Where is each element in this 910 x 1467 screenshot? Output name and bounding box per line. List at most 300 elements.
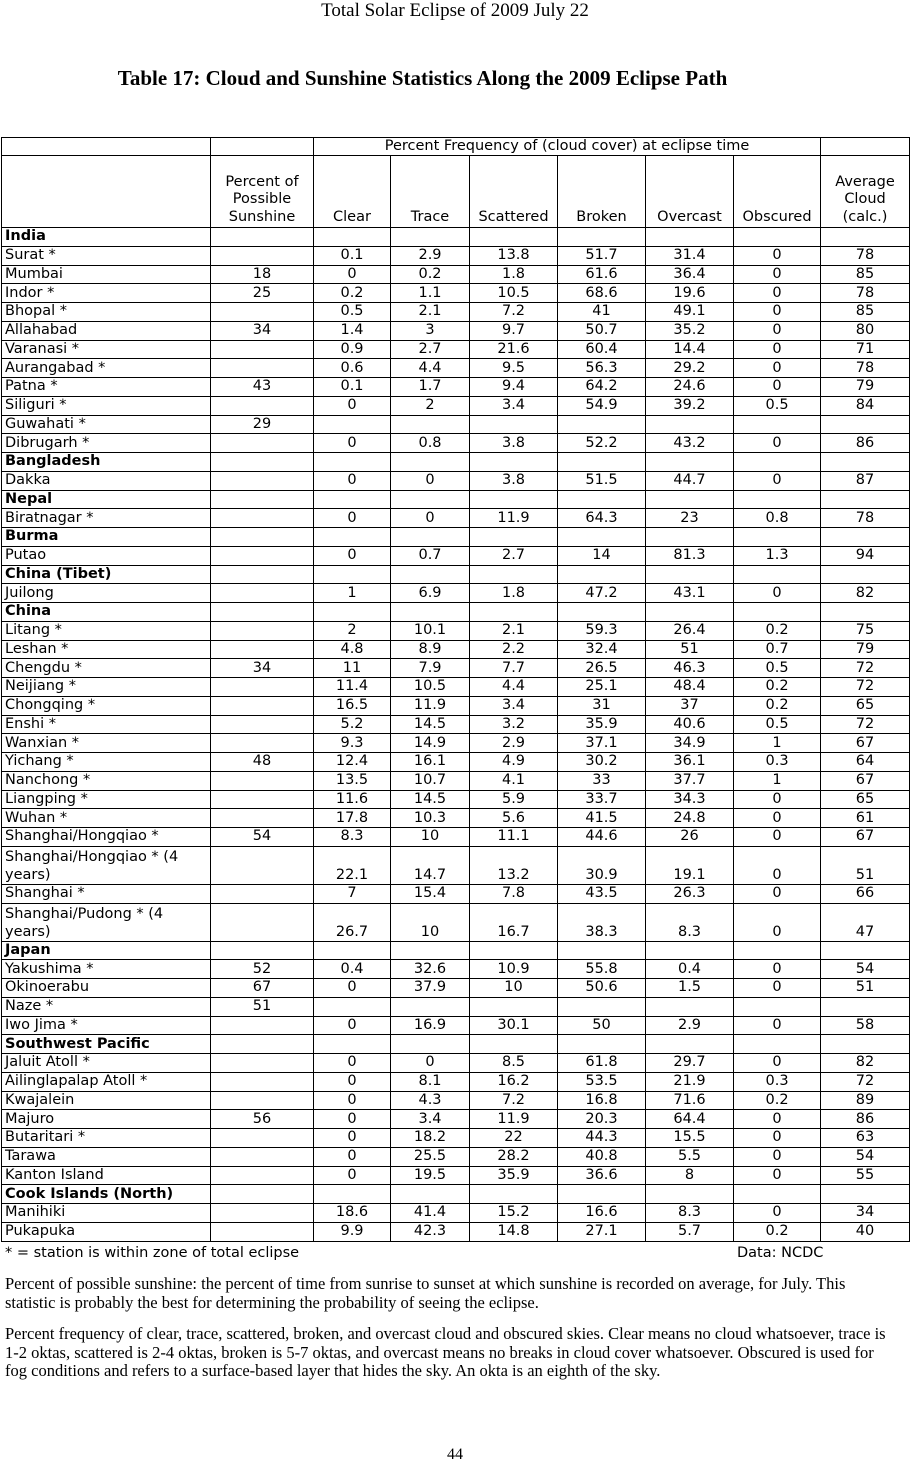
region-blank-cell: [391, 565, 470, 584]
obscured-cell: 0.5: [734, 715, 821, 734]
scattered-cell: 2.1: [470, 621, 558, 640]
trace-cell: 16.1: [391, 753, 470, 772]
average-cloud-cell: 79: [821, 378, 910, 397]
scattered-cell: 3.8: [470, 434, 558, 453]
trace-cell: 16.9: [391, 1016, 470, 1035]
sunshine-cell: [211, 509, 314, 528]
average-cloud-cell: 78: [821, 509, 910, 528]
region-blank-cell: [734, 528, 821, 547]
station-name: Naze *: [2, 997, 211, 1016]
station-name: Dibrugarh *: [2, 434, 211, 453]
overcast-cell: 19.1: [646, 846, 734, 884]
region-blank-cell: [211, 941, 314, 960]
header-row-columns: [2, 156, 910, 228]
broken-cell: 35.9: [558, 715, 646, 734]
trace-cell: 37.9: [391, 979, 470, 998]
clear-cell: 0: [314, 1054, 391, 1073]
table-row: [2, 960, 910, 979]
broken-cell: [558, 997, 646, 1016]
obscured-cell: 0.3: [734, 1072, 821, 1091]
clear-cell: 1.4: [314, 321, 391, 340]
trace-cell: 0.7: [391, 546, 470, 565]
clear-cell: 18.6: [314, 1204, 391, 1223]
average-cloud-cell: 82: [821, 1054, 910, 1073]
region-blank-cell: [211, 453, 314, 472]
table-row: [2, 303, 910, 322]
average-cloud-cell: 87: [821, 471, 910, 490]
obscured-cell: 0.3: [734, 753, 821, 772]
table-row: [2, 1147, 910, 1166]
sunshine-cell: [211, 884, 314, 903]
region-blank-cell: [314, 941, 391, 960]
average-cloud-cell: 34: [821, 1204, 910, 1223]
region-name: Bangladesh: [2, 453, 211, 472]
broken-cell: 64.2: [558, 378, 646, 397]
paragraph-sunshine: Percent of possible sunshine: the percent of time from sunrise to sunset at which sunshine is recorded on average, for July. This statistic is probably the best for determining the probability of seeing the eclipse.: [5, 1274, 846, 1312]
scattered-cell: 21.6: [470, 340, 558, 359]
table-row: [2, 284, 910, 303]
average-cloud-cell: 72: [821, 715, 910, 734]
trace-cell: 14.5: [391, 715, 470, 734]
table-row: [2, 584, 910, 603]
clear-cell: 0: [314, 1072, 391, 1091]
obscured-cell: 0: [734, 246, 821, 265]
header-blank-cell: [2, 138, 211, 156]
obscured-cell: 1: [734, 734, 821, 753]
broken-cell: 27.1: [558, 1222, 646, 1241]
scattered-cell: 4.4: [470, 678, 558, 697]
region-blank-cell: [470, 941, 558, 960]
table-row: [2, 790, 910, 809]
overcast-cell: 26: [646, 828, 734, 847]
obscured-cell: 0.2: [734, 678, 821, 697]
average-cloud-cell: 66: [821, 884, 910, 903]
broken-cell: 60.4: [558, 340, 646, 359]
region-blank-cell: [314, 1035, 391, 1054]
station-name: Siliguri *: [2, 396, 211, 415]
overcast-cell: 14.4: [646, 340, 734, 359]
overcast-cell: 43.2: [646, 434, 734, 453]
header-blank-cell: [821, 138, 910, 156]
sunshine-cell: 67: [211, 979, 314, 998]
clear-cell: 2: [314, 621, 391, 640]
average-cloud-cell: 85: [821, 265, 910, 284]
sunshine-cell: [211, 771, 314, 790]
obscured-cell: 0: [734, 1147, 821, 1166]
sunshine-cell: [211, 1054, 314, 1073]
trace-cell: [391, 415, 470, 434]
scattered-cell: 1.8: [470, 265, 558, 284]
broken-cell: 16.6: [558, 1204, 646, 1223]
table-row: [2, 471, 910, 490]
station-name: Iwo Jima *: [2, 1016, 211, 1035]
sunshine-cell: [211, 790, 314, 809]
region-blank-cell: [734, 228, 821, 247]
broken-cell: 61.8: [558, 1054, 646, 1073]
clear-cell: 0: [314, 509, 391, 528]
clear-cell: 0.5: [314, 303, 391, 322]
broken-cell: 61.6: [558, 265, 646, 284]
region-blank-cell: [821, 941, 910, 960]
region-blank-cell: [646, 453, 734, 472]
broken-cell: 44.6: [558, 828, 646, 847]
overcast-cell: 34.9: [646, 734, 734, 753]
average-cloud-cell: 63: [821, 1129, 910, 1148]
region-blank-cell: [558, 603, 646, 622]
average-cloud-cell: 82: [821, 584, 910, 603]
sunshine-cell: 43: [211, 378, 314, 397]
sunshine-cell: 25: [211, 284, 314, 303]
region-blank-cell: [558, 490, 646, 509]
station-name: Indor *: [2, 284, 211, 303]
region-blank-cell: [391, 528, 470, 547]
trace-cell: [391, 997, 470, 1016]
region-row: [2, 1185, 910, 1204]
obscured-cell: 0.2: [734, 696, 821, 715]
broken-cell: 50.7: [558, 321, 646, 340]
sunshine-cell: [211, 715, 314, 734]
sunshine-cell: 29: [211, 415, 314, 434]
scattered-cell: 7.7: [470, 659, 558, 678]
overcast-cell: 46.3: [646, 659, 734, 678]
header-station-cell: [2, 156, 211, 228]
scattered-cell: 2.2: [470, 640, 558, 659]
broken-cell: 38.3: [558, 903, 646, 941]
header-percent-frequency: Percent Frequency of (cloud cover) at eclipse time: [314, 138, 821, 156]
clear-cell: 5.2: [314, 715, 391, 734]
overcast-cell: 5.7: [646, 1222, 734, 1241]
header-scattered: Scattered: [470, 156, 558, 228]
region-blank-cell: [734, 565, 821, 584]
average-cloud-cell: 67: [821, 771, 910, 790]
obscured-cell: 0: [734, 1129, 821, 1148]
region-name: Cook Islands (North): [2, 1185, 211, 1204]
sunshine-cell: [211, 1016, 314, 1035]
region-row: [2, 1035, 910, 1054]
station-name: Mumbai: [2, 265, 211, 284]
region-name: China: [2, 603, 211, 622]
clear-cell: 0.4: [314, 960, 391, 979]
region-name: Nepal: [2, 490, 211, 509]
region-blank-cell: [470, 528, 558, 547]
region-blank-cell: [558, 228, 646, 247]
table-row: [2, 1091, 910, 1110]
broken-cell: 44.3: [558, 1129, 646, 1148]
header-overcast: Overcast: [646, 156, 734, 228]
table-row: [2, 640, 910, 659]
page-number: 44: [447, 1446, 463, 1463]
overcast-cell: 24.8: [646, 809, 734, 828]
table-row: [2, 734, 910, 753]
region-blank-cell: [558, 453, 646, 472]
average-cloud-cell: 71: [821, 340, 910, 359]
scattered-cell: 7.2: [470, 303, 558, 322]
station-name: Nanchong *: [2, 771, 211, 790]
table-row: [2, 415, 910, 434]
station-name: Manihiki: [2, 1204, 211, 1223]
sunshine-cell: [211, 1072, 314, 1091]
obscured-cell: 0: [734, 1054, 821, 1073]
obscured-cell: 0: [734, 1110, 821, 1129]
broken-cell: 52.2: [558, 434, 646, 453]
overcast-cell: 81.3: [646, 546, 734, 565]
region-blank-cell: [558, 941, 646, 960]
trace-cell: 0: [391, 471, 470, 490]
scattered-cell: 3.8: [470, 471, 558, 490]
region-blank-cell: [470, 453, 558, 472]
obscured-cell: [734, 997, 821, 1016]
overcast-cell: 15.5: [646, 1129, 734, 1148]
trace-cell: 8.9: [391, 640, 470, 659]
station-name: Chongqing *: [2, 696, 211, 715]
average-cloud-cell: 78: [821, 359, 910, 378]
obscured-cell: 0.2: [734, 621, 821, 640]
trace-cell: 41.4: [391, 1204, 470, 1223]
obscured-cell: 0: [734, 340, 821, 359]
region-blank-cell: [821, 490, 910, 509]
data-source: Data: NCDC: [737, 1245, 824, 1261]
obscured-cell: 0: [734, 1204, 821, 1223]
scattered-cell: 11.1: [470, 828, 558, 847]
obscured-cell: 0.7: [734, 640, 821, 659]
clear-cell: 0.6: [314, 359, 391, 378]
trace-cell: 10: [391, 828, 470, 847]
region-blank-cell: [821, 228, 910, 247]
broken-cell: 14: [558, 546, 646, 565]
trace-cell: 8.1: [391, 1072, 470, 1091]
overcast-cell: 64.4: [646, 1110, 734, 1129]
region-blank-cell: [646, 1185, 734, 1204]
overcast-cell: 26.3: [646, 884, 734, 903]
average-cloud-cell: 65: [821, 696, 910, 715]
table-row: [2, 1016, 910, 1035]
region-blank-cell: [211, 565, 314, 584]
table-row: [2, 828, 910, 847]
clear-cell: 0: [314, 396, 391, 415]
table-row: [2, 1204, 910, 1223]
region-blank-cell: [734, 941, 821, 960]
station-name: Chengdu *: [2, 659, 211, 678]
average-cloud-cell: [821, 997, 910, 1016]
region-blank-cell: [646, 565, 734, 584]
region-blank-cell: [734, 1035, 821, 1054]
trace-cell: 3: [391, 321, 470, 340]
obscured-cell: 0: [734, 979, 821, 998]
table-row: [2, 396, 910, 415]
broken-cell: 33.7: [558, 790, 646, 809]
sunshine-cell: [211, 434, 314, 453]
clear-cell: 0: [314, 434, 391, 453]
scattered-cell: 10: [470, 979, 558, 998]
overcast-cell: 0.4: [646, 960, 734, 979]
average-cloud-cell: 86: [821, 1110, 910, 1129]
running-header: Total Solar Eclipse of 2009 July 22: [321, 0, 589, 21]
clear-cell: 0: [314, 1091, 391, 1110]
trace-cell: 1.1: [391, 284, 470, 303]
trace-cell: 7.9: [391, 659, 470, 678]
obscured-cell: 1.3: [734, 546, 821, 565]
scattered-cell: 16.7: [470, 903, 558, 941]
table-row: [2, 1072, 910, 1091]
table-row: [2, 846, 910, 884]
scattered-cell: 15.2: [470, 1204, 558, 1223]
footnote: * = station is within zone of total eclipse: [5, 1245, 300, 1261]
scattered-cell: 5.9: [470, 790, 558, 809]
cloud-statistics-table: [1, 137, 910, 1242]
overcast-cell: 8.3: [646, 903, 734, 941]
clear-cell: 0: [314, 1166, 391, 1185]
obscured-cell: 0: [734, 378, 821, 397]
broken-cell: 32.4: [558, 640, 646, 659]
sunshine-cell: [211, 396, 314, 415]
broken-cell: 55.8: [558, 960, 646, 979]
region-blank-cell: [470, 1185, 558, 1204]
clear-cell: 7: [314, 884, 391, 903]
scattered-cell: 9.7: [470, 321, 558, 340]
trace-cell: 10: [391, 903, 470, 941]
station-name: Wanxian *: [2, 734, 211, 753]
sunshine-cell: [211, 1147, 314, 1166]
overcast-cell: 37: [646, 696, 734, 715]
obscured-cell: 1: [734, 771, 821, 790]
table-row: [2, 434, 910, 453]
sunshine-cell: 34: [211, 321, 314, 340]
trace-cell: 14.9: [391, 734, 470, 753]
broken-cell: 33: [558, 771, 646, 790]
header-row-group: [2, 138, 910, 156]
average-cloud-cell: 65: [821, 790, 910, 809]
sunshine-cell: [211, 640, 314, 659]
table-row: [2, 246, 910, 265]
region-blank-cell: [391, 453, 470, 472]
scattered-cell: [470, 415, 558, 434]
region-name: Southwest Pacific: [2, 1035, 211, 1054]
station-name: Patna *: [2, 378, 211, 397]
station-name: Biratnagar *: [2, 509, 211, 528]
region-blank-cell: [558, 528, 646, 547]
average-cloud-cell: 67: [821, 734, 910, 753]
table-row: [2, 265, 910, 284]
station-name: Leshan *: [2, 640, 211, 659]
station-name: Juilong: [2, 584, 211, 603]
scattered-cell: 7.2: [470, 1091, 558, 1110]
trace-cell: 1.7: [391, 378, 470, 397]
overcast-cell: 21.9: [646, 1072, 734, 1091]
clear-cell: 0: [314, 1110, 391, 1129]
trace-cell: 10.3: [391, 809, 470, 828]
scattered-cell: [470, 997, 558, 1016]
trace-cell: 0: [391, 509, 470, 528]
trace-cell: 10.7: [391, 771, 470, 790]
region-blank-cell: [821, 603, 910, 622]
sunshine-cell: [211, 621, 314, 640]
clear-cell: 0.2: [314, 284, 391, 303]
broken-cell: 20.3: [558, 1110, 646, 1129]
header-blank-cell: [211, 138, 314, 156]
clear-cell: 0: [314, 1129, 391, 1148]
obscured-cell: 0: [734, 884, 821, 903]
obscured-cell: 0.8: [734, 509, 821, 528]
clear-cell: 0: [314, 1147, 391, 1166]
obscured-cell: 0: [734, 809, 821, 828]
station-name: Yichang *: [2, 753, 211, 772]
region-blank-cell: [314, 228, 391, 247]
region-blank-cell: [470, 1035, 558, 1054]
scattered-cell: 10.9: [470, 960, 558, 979]
clear-cell: 9.3: [314, 734, 391, 753]
station-name: Neijiang *: [2, 678, 211, 697]
region-blank-cell: [391, 1185, 470, 1204]
sunshine-cell: [211, 303, 314, 322]
clear-cell: 1: [314, 584, 391, 603]
scattered-cell: 4.1: [470, 771, 558, 790]
region-blank-cell: [558, 1185, 646, 1204]
obscured-cell: 0: [734, 960, 821, 979]
broken-cell: 68.6: [558, 284, 646, 303]
region-blank-cell: [314, 565, 391, 584]
region-row: [2, 941, 910, 960]
scattered-cell: 22: [470, 1129, 558, 1148]
trace-cell: 10.1: [391, 621, 470, 640]
region-blank-cell: [734, 1185, 821, 1204]
table-row: [2, 771, 910, 790]
table-row: [2, 621, 910, 640]
sunshine-cell: [211, 734, 314, 753]
sunshine-cell: [211, 1204, 314, 1223]
station-name: Enshi *: [2, 715, 211, 734]
obscured-cell: 0: [734, 359, 821, 378]
clear-cell: 0.1: [314, 378, 391, 397]
obscured-cell: 0.5: [734, 396, 821, 415]
scattered-cell: 11.9: [470, 1110, 558, 1129]
overcast-cell: 71.6: [646, 1091, 734, 1110]
average-cloud-cell: 54: [821, 1147, 910, 1166]
region-blank-cell: [821, 565, 910, 584]
clear-cell: 8.3: [314, 828, 391, 847]
sunshine-cell: [211, 1166, 314, 1185]
broken-cell: 53.5: [558, 1072, 646, 1091]
clear-cell: 0.1: [314, 246, 391, 265]
clear-cell: 17.8: [314, 809, 391, 828]
overcast-cell: 2.9: [646, 1016, 734, 1035]
average-cloud-cell: 40: [821, 1222, 910, 1241]
obscured-cell: 0: [734, 265, 821, 284]
sunshine-cell: [211, 678, 314, 697]
region-blank-cell: [646, 528, 734, 547]
region-blank-cell: [821, 1185, 910, 1204]
trace-cell: 6.9: [391, 584, 470, 603]
clear-cell: 11.4: [314, 678, 391, 697]
broken-cell: [558, 415, 646, 434]
trace-cell: 42.3: [391, 1222, 470, 1241]
overcast-cell: 44.7: [646, 471, 734, 490]
region-blank-cell: [391, 1035, 470, 1054]
table-row: [2, 1110, 910, 1129]
average-cloud-cell: 86: [821, 434, 910, 453]
average-cloud-cell: 78: [821, 284, 910, 303]
obscured-cell: 0: [734, 284, 821, 303]
station-name: Pukapuka: [2, 1222, 211, 1241]
broken-cell: 51.5: [558, 471, 646, 490]
region-row: [2, 490, 910, 509]
region-blank-cell: [211, 490, 314, 509]
overcast-cell: 29.2: [646, 359, 734, 378]
trace-cell: 18.2: [391, 1129, 470, 1148]
scattered-cell: 14.8: [470, 1222, 558, 1241]
scattered-cell: 7.8: [470, 884, 558, 903]
region-blank-cell: [391, 603, 470, 622]
region-name: China (Tibet): [2, 565, 211, 584]
